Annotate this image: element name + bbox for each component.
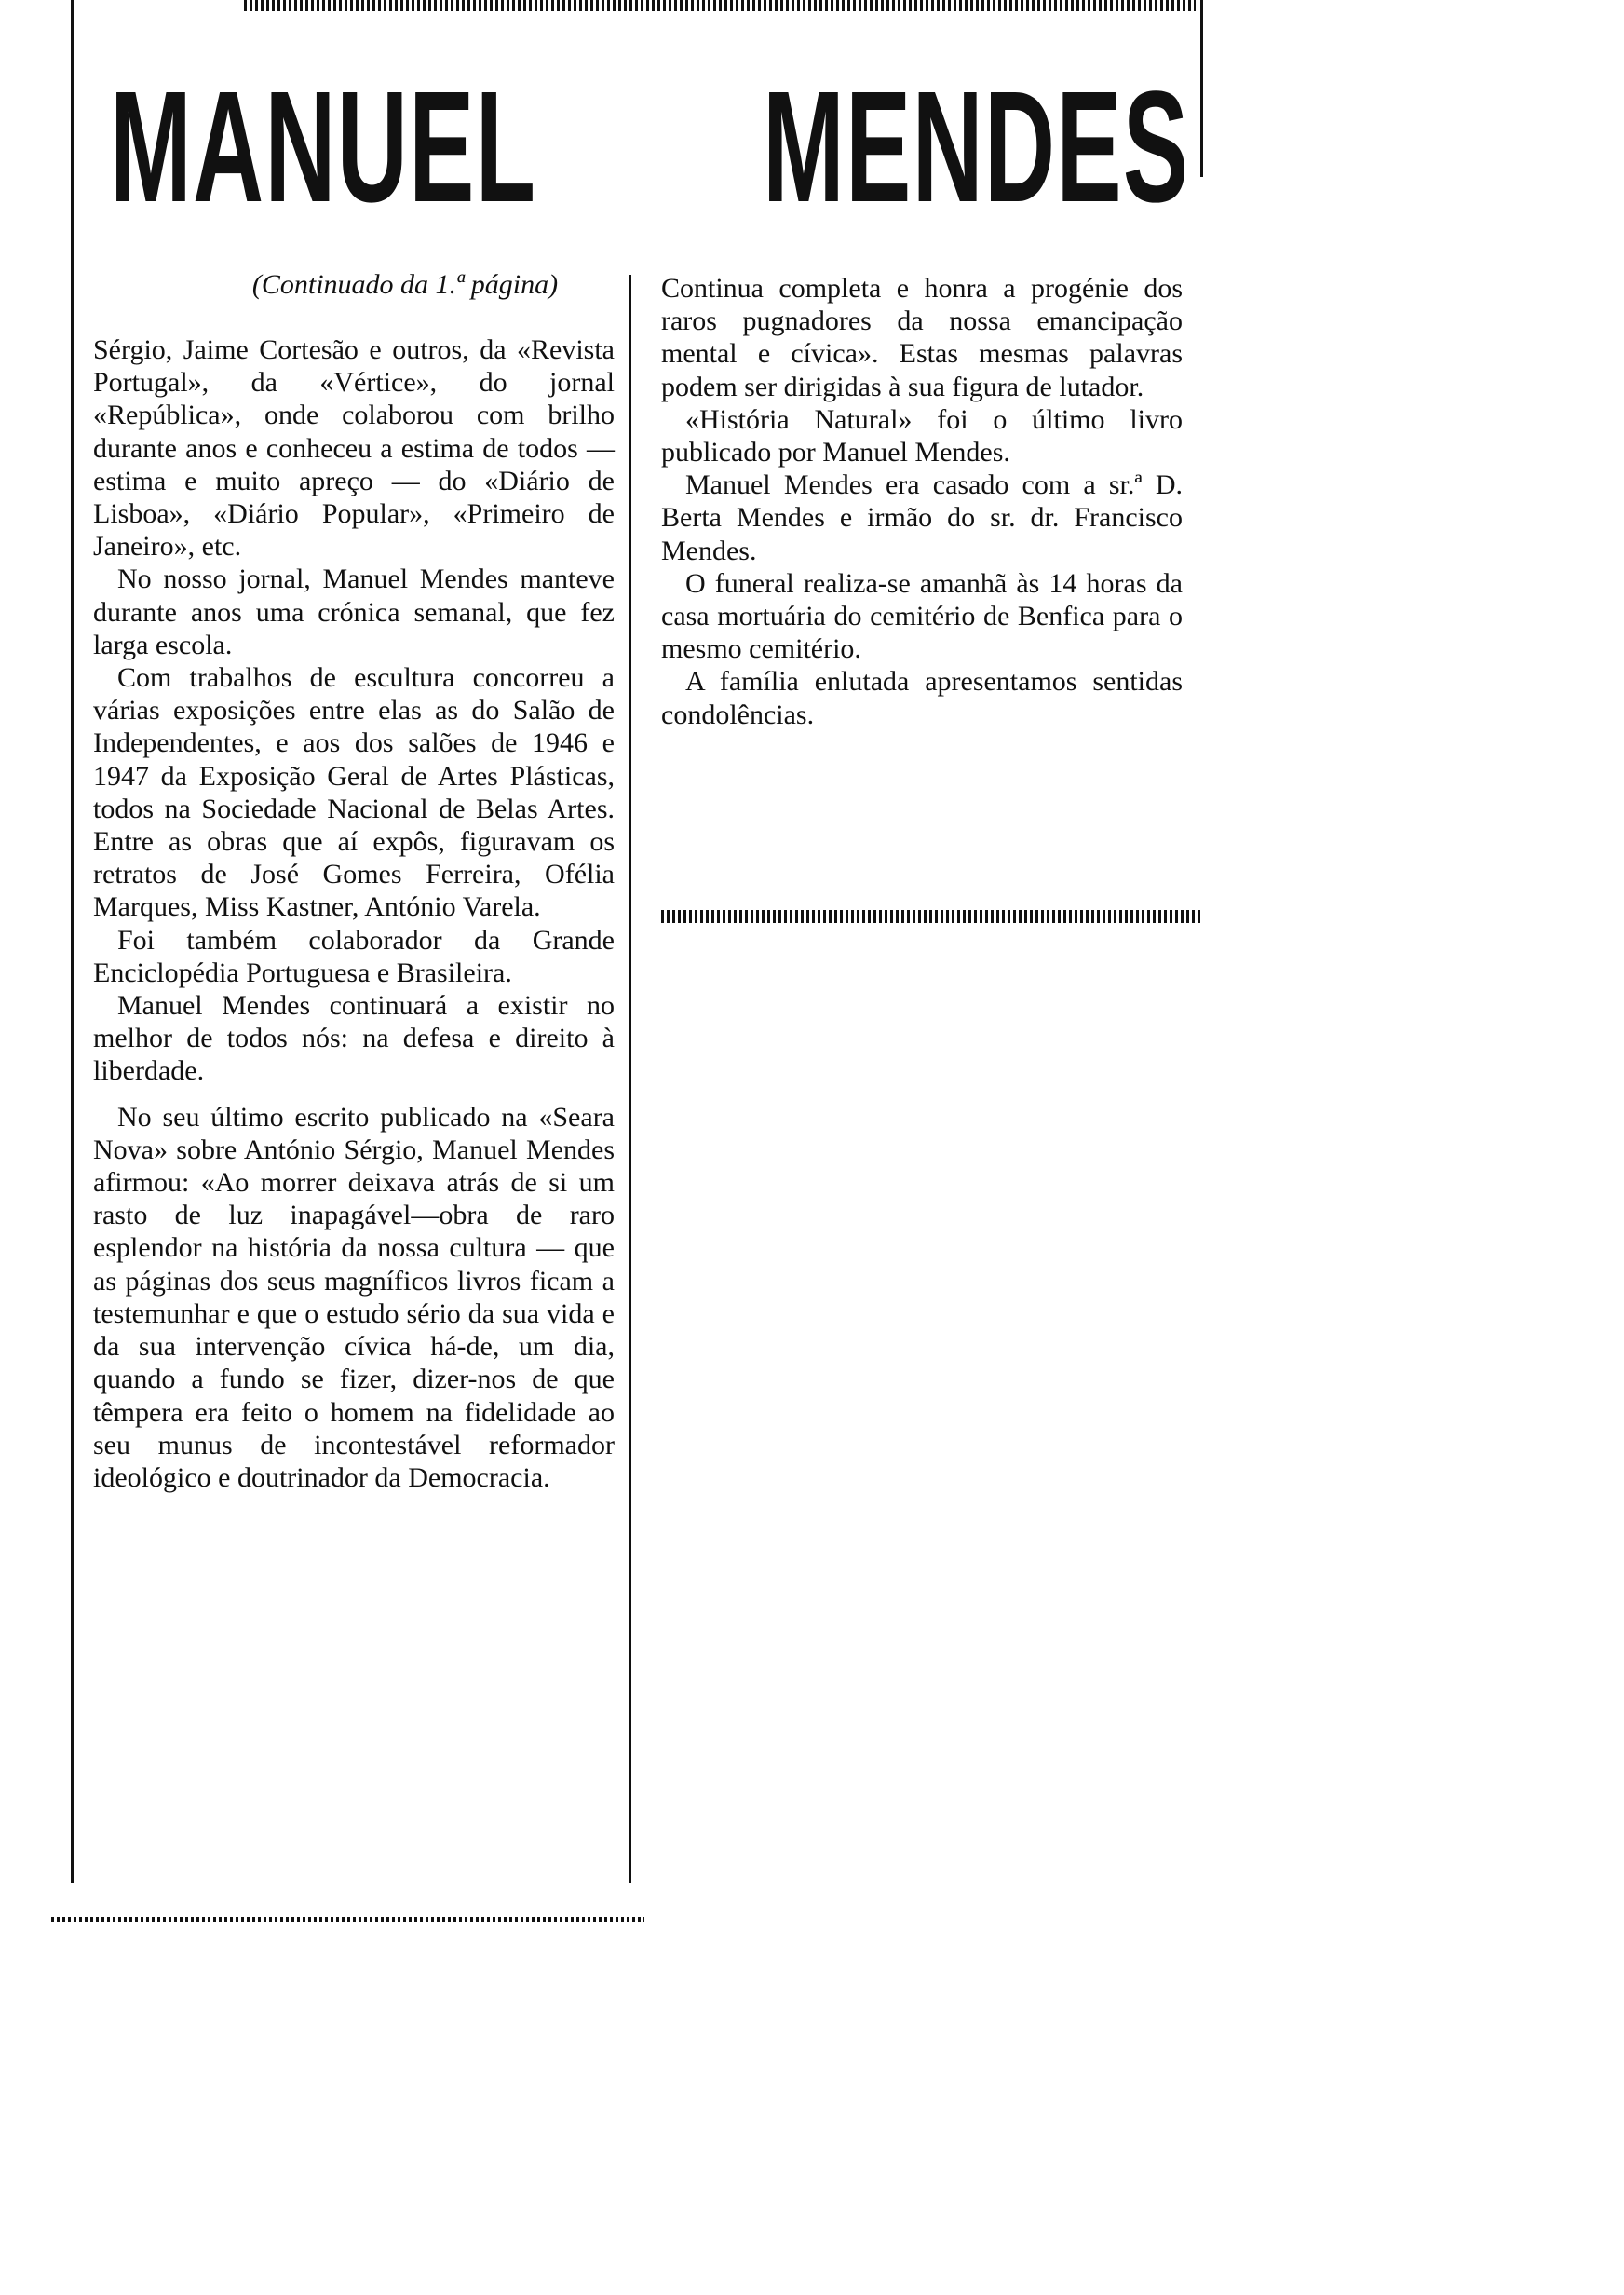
paragraph: Manuel Mendes era casado com a sr.ª D. Berta Mendes e irmão do sr. dr. Francisco Mendes. — [661, 469, 1183, 566]
continued-note: (Continuado da 1.ª página) — [251, 269, 559, 300]
paragraph: Com trabalhos de escultura concorreu a várias exposições entre elas as do Salão de Independentes, e aos dos salões de 1946 e 1947 da Exposição Geral de Artes Plásticas, todos na Sociedade Nacional de Belas Artes. Entre as obras que aí expôs, figuravam os retratos de José Gomes Ferreira, Ofélia Marques, Miss Kastner, António Varela. — [93, 662, 615, 923]
paragraph: No nosso jornal, Manuel Mendes manteve durante anos uma crónica semanal, que fez larga escola. — [93, 564, 615, 660]
left-border-rule — [71, 0, 74, 1883]
paragraph: Manuel Mendes continuará a existir no melhor de todos nós: na defesa e direito à liberdade. — [93, 990, 615, 1087]
headline-word-2: MENDES — [763, 59, 1190, 236]
column-divider-rule — [629, 275, 631, 1883]
paragraph: O funeral realiza-se amanhã às 14 horas da casa mortuária do cemitério de Benfica para o mesmo cemitério. — [661, 567, 1183, 665]
paragraph: A família enlutada apresentamos sentidas condolências. — [661, 666, 1183, 730]
paragraph: Continua completa e honra a progénie dos raros pugnadores da nossa emancipação mental e cívica». Estas mesmas palavras podem ser dirigidas à sua figura de lutador. — [661, 273, 1183, 402]
right-column-end-rule — [661, 910, 1201, 923]
paragraph: Sérgio, Jaime Cortesão e outros, da «Revista Portugal», da «Vértice», do jornal «República», onde colaborou com brilho durante anos e conheceu a estima de todos — estima e muito apreço — do «Diário de Lisboa», «Diário Popular», «Primeiro de Janeiro», etc. — [93, 334, 615, 563]
paragraph: No seu último escrito publicado na «Seara Nova» sobre António Sérgio, Manuel Mendes afirmou: «Ao morrer deixava atrás de si um rasto de luz inapagável—obra de raro esplendor na história da nossa cultura — que as páginas dos seus magníficos livros ficam a testemunhar e que o estudo sério da sua vida e da sua intervenção cívica há-de, um dia, quando a fundo se fizer, dizer-nos de que têmpera era feito o homem na fidelidade ao seu munus de incontestável reformador ideológico e doutrinador da Democracia. — [93, 1101, 615, 1493]
right-column — [661, 272, 1183, 731]
headline — [110, 54, 1189, 240]
right-border-rule — [1200, 0, 1203, 177]
headline-word-1: MANUEL — [110, 59, 537, 236]
bottom-dotted-rule — [51, 1917, 644, 1922]
left-column — [93, 333, 615, 1494]
top-dotted-rule — [244, 0, 1196, 11]
paragraph: «História Natural» foi o último livro publicado por Manuel Mendes. — [661, 403, 1183, 469]
paragraph: Foi também colaborador da Grande Enciclopédia Portuguesa e Brasileira. — [93, 924, 615, 988]
